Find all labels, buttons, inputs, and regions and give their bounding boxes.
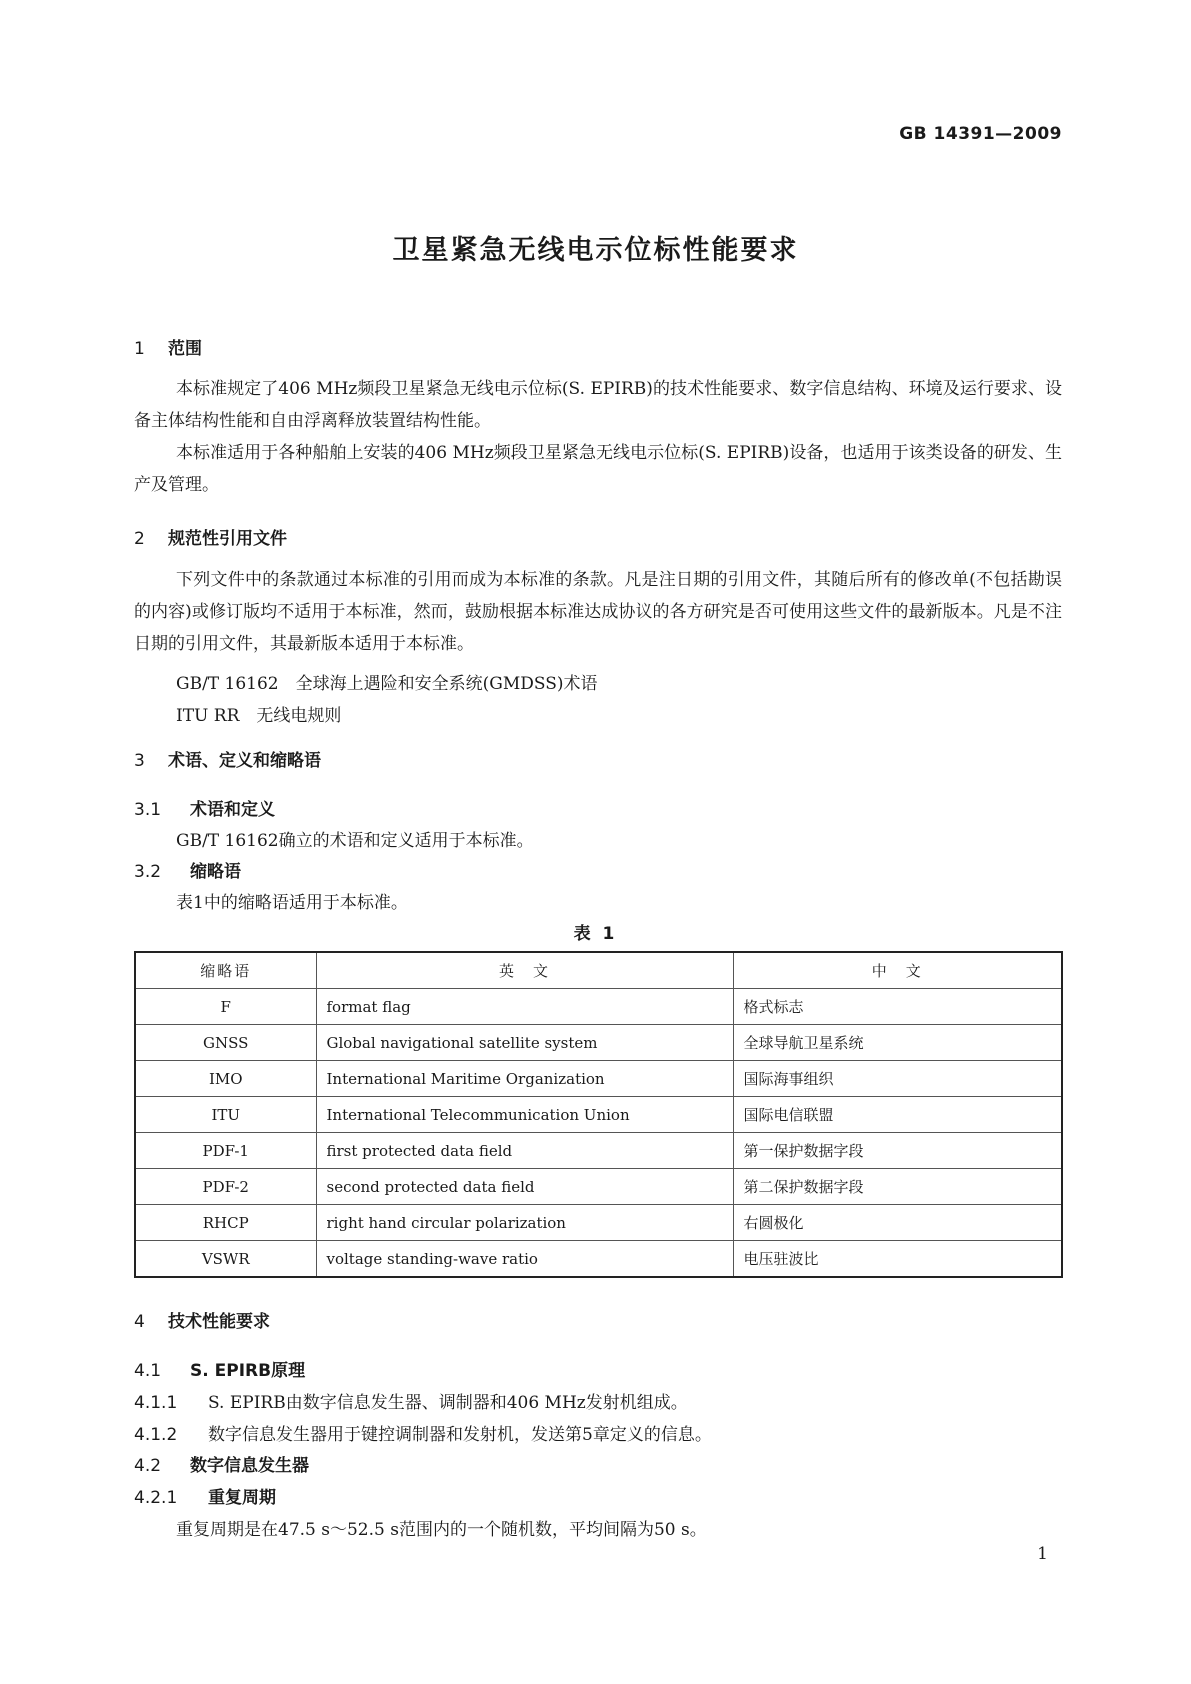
cell-english: International Telecommunication Union bbox=[316, 1097, 733, 1133]
clause-text: S. EPIRB由数字信息发生器、调制器和406 MHz发射机组成。 bbox=[208, 1393, 688, 1413]
subsection-number: 3.1 bbox=[134, 800, 162, 820]
clause-4-2-1-heading bbox=[134, 1483, 276, 1508]
cell-english: second protected data field bbox=[316, 1169, 733, 1205]
cell-abbreviation: F bbox=[135, 989, 316, 1025]
cell-chinese: 全球导航卫星系统 bbox=[733, 1025, 1062, 1061]
subsection-number: 4.1 bbox=[134, 1361, 162, 1381]
table-row bbox=[135, 1133, 1062, 1169]
section-number: 1 bbox=[134, 339, 145, 359]
table-1-title: 表 1 bbox=[573, 924, 618, 944]
subsection-number: 4.2 bbox=[134, 1456, 162, 1476]
section-1-paragraph-2: 本标准适用于各种船舶上安装的406 MHz频段卫星紧急无线电示位标(S. EPIRB)设备，也适用于该类设备的研发、生产及管理。 bbox=[134, 443, 1062, 495]
cell-abbreviation: ITU bbox=[135, 1097, 316, 1133]
subsection-3-1-text: GB/T 16162确立的术语和定义适用于本标准。 bbox=[176, 831, 534, 851]
normative-reference-1 bbox=[176, 669, 598, 694]
table-row bbox=[135, 1169, 1062, 1205]
subsection-title: 缩略语 bbox=[190, 862, 241, 882]
subsection-title: S. EPIRB原理 bbox=[190, 1361, 306, 1381]
section-1-paragraph-1: 本标准规定了406 MHz频段卫星紧急无线电示位标(S. EPIRB)的技术性能要求、数字信息结构、环境及运行要求、设备主体结构性能和自由浮离释放装置结构性能。 bbox=[134, 379, 1062, 431]
cell-chinese: 第二保护数据字段 bbox=[733, 1169, 1062, 1205]
subsection-number: 3.2 bbox=[134, 862, 162, 882]
reference-title: 无线电规则 bbox=[256, 706, 342, 726]
cell-chinese: 国际电信联盟 bbox=[733, 1097, 1062, 1133]
page-number: 1 bbox=[1037, 1544, 1048, 1564]
section-4-heading bbox=[134, 1307, 270, 1332]
clause-number: 4.2.1 bbox=[134, 1488, 178, 1508]
section-1-heading bbox=[134, 334, 202, 359]
cell-english: first protected data field bbox=[316, 1133, 733, 1169]
table-row bbox=[135, 989, 1062, 1025]
cell-abbreviation: VSWR bbox=[135, 1241, 316, 1278]
cell-abbreviation: GNSS bbox=[135, 1025, 316, 1061]
reference-code: ITU RR bbox=[176, 706, 240, 726]
cell-chinese: 国际海事组织 bbox=[733, 1061, 1062, 1097]
column-header-abbreviation: 缩略语 bbox=[135, 952, 316, 989]
column-header-chinese: 中 文 bbox=[733, 952, 1062, 989]
section-title: 技术性能要求 bbox=[168, 1312, 270, 1332]
clause-number: 4.1.2 bbox=[134, 1425, 178, 1445]
cell-chinese: 格式标志 bbox=[733, 989, 1062, 1025]
cell-english: format flag bbox=[316, 989, 733, 1025]
section-3-heading bbox=[134, 746, 321, 771]
cell-abbreviation: IMO bbox=[135, 1061, 316, 1097]
section-title: 术语、定义和缩略语 bbox=[168, 751, 321, 771]
cell-english: right hand circular polarization bbox=[316, 1205, 733, 1241]
column-header-english: 英 文 bbox=[316, 952, 733, 989]
clause-4-1-1 bbox=[134, 1388, 688, 1413]
cell-english: International Maritime Organization bbox=[316, 1061, 733, 1097]
subsection-3-2-text: 表1中的缩略语适用于本标准。 bbox=[176, 893, 408, 913]
abbreviations-table bbox=[134, 951, 1063, 1278]
cell-abbreviation: PDF-1 bbox=[135, 1133, 316, 1169]
clause-number: 4.1.1 bbox=[134, 1393, 178, 1413]
cell-abbreviation: PDF-2 bbox=[135, 1169, 316, 1205]
section-2-heading bbox=[134, 524, 287, 549]
section-number: 2 bbox=[134, 529, 145, 549]
table-row bbox=[135, 1241, 1062, 1278]
clause-4-1-2 bbox=[134, 1420, 712, 1445]
subsection-title: 术语和定义 bbox=[190, 800, 275, 820]
section-number: 3 bbox=[134, 751, 145, 771]
subsection-title: 数字信息发生器 bbox=[190, 1456, 309, 1476]
cell-chinese: 电压驻波比 bbox=[733, 1241, 1062, 1278]
cell-english: Global navigational satellite system bbox=[316, 1025, 733, 1061]
table-row bbox=[135, 1205, 1062, 1241]
subsection-4-1-heading bbox=[134, 1356, 305, 1381]
cell-abbreviation: RHCP bbox=[135, 1205, 316, 1241]
subsection-3-1-heading bbox=[134, 795, 275, 820]
table-header-row bbox=[135, 952, 1062, 989]
cell-chinese: 右圆极化 bbox=[733, 1205, 1062, 1241]
standard-number: GB 14391—2009 bbox=[899, 124, 1062, 144]
section-2-paragraph: 下列文件中的条款通过本标准的引用而成为本标准的条款。凡是注日期的引用文件，其随后所有的修改单(不包括勘误的内容)或修订版均不适用于本标准，然而，鼓励根据本标准达成协议的各方研究是否可使用这些文件的最新版本。凡是不注日期的引用文件，其最新版本适用于本标准。 bbox=[134, 570, 1062, 654]
section-title: 规范性引用文件 bbox=[168, 529, 287, 549]
section-title: 范围 bbox=[168, 339, 202, 359]
clause-4-2-1-text: 重复周期是在47.5 s～52.5 s范围内的一个随机数，平均间隔为50 s。 bbox=[176, 1520, 707, 1540]
table-row bbox=[135, 1025, 1062, 1061]
subsection-3-2-heading bbox=[134, 857, 241, 882]
clause-title: 重复周期 bbox=[208, 1488, 276, 1508]
section-number: 4 bbox=[134, 1312, 145, 1332]
subsection-4-2-heading bbox=[134, 1451, 309, 1476]
cell-english: voltage standing-wave ratio bbox=[316, 1241, 733, 1278]
clause-text: 数字信息发生器用于键控调制器和发射机，发送第5章定义的信息。 bbox=[208, 1425, 712, 1445]
normative-reference-2 bbox=[176, 701, 341, 726]
document-title: 卫星紧急无线电示位标性能要求 bbox=[392, 235, 799, 266]
reference-code: GB/T 16162 bbox=[176, 674, 279, 694]
table-row bbox=[135, 1097, 1062, 1133]
reference-title: 全球海上遇险和安全系统(GMDSS)术语 bbox=[295, 674, 598, 694]
cell-chinese: 第一保护数据字段 bbox=[733, 1133, 1062, 1169]
table-row bbox=[135, 1061, 1062, 1097]
